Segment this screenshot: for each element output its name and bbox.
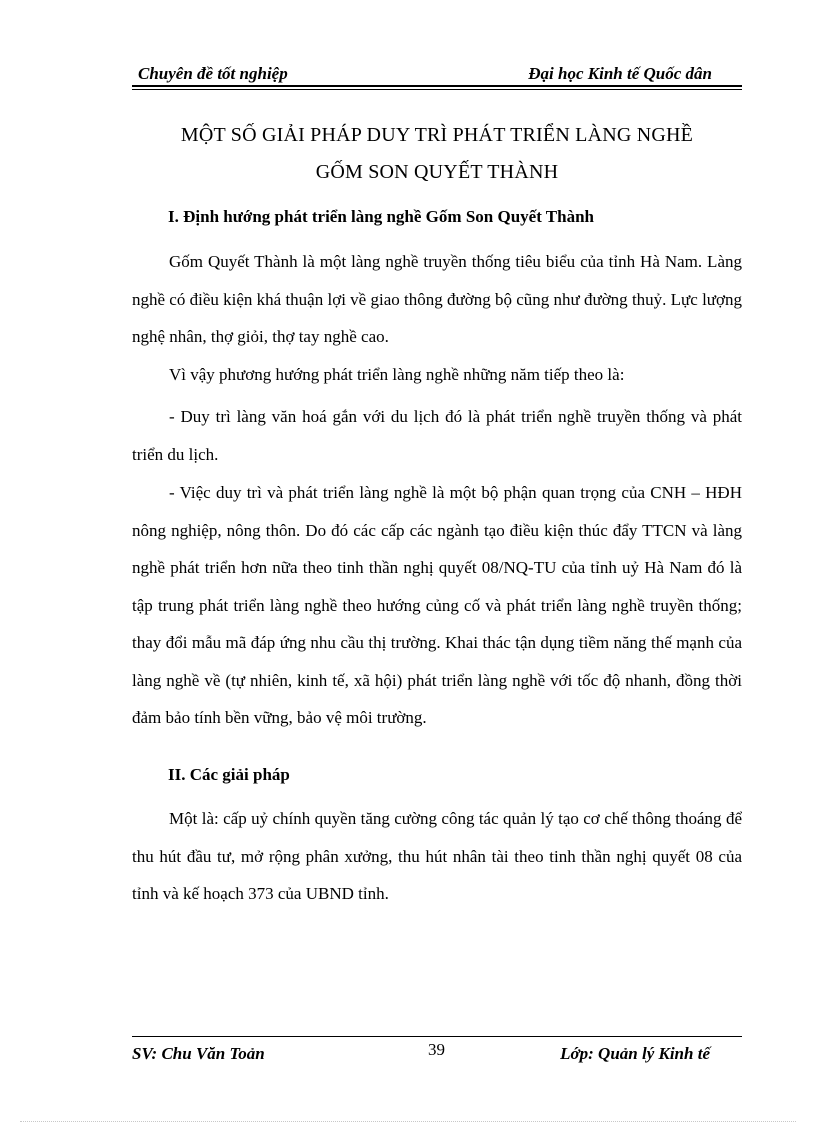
page-number: 39 bbox=[428, 1040, 445, 1059]
section-1-paragraph-3: - Duy trì làng văn hoá gắn với du lịch đó là phát triển nghề truyền thống và phát triển du lịch. bbox=[132, 407, 742, 464]
footer-student-name: SV: Chu Văn Toản bbox=[132, 1044, 265, 1063]
page-footer bbox=[132, 1040, 742, 1064]
footer-class-name: Lớp: Quản lý Kinh tế bbox=[560, 1044, 710, 1063]
section-1-paragraph-4: - Việc duy trì và phát triển làng nghề là một bộ phận quan trọng của CNH – HĐH nông nghiệp, nông thôn. Do đó các cấp các ngành tạo điều kiện thúc đẩy TTCN và làng nghề phát triển hơn nữa theo tinh thần nghị quyết 08/NQ-TU của tỉnh uỷ Hà Nam đó là tập trung phát triển làng nghề theo hướng củng cố và phát triển làng nghề truyền thống; thay đổi mẫu mã đáp ứng nhu cầu thị trường. Khai thác tận dụng tiềm năng thế mạnh của làng nghề về (tự nhiên, kinh tế, xã hội) phát triển làng nghề với tốc độ nhanh, đồng thời đảm bảo tính bền vững, bảo vệ môi trường. bbox=[132, 483, 742, 727]
header-rule bbox=[132, 85, 742, 90]
document-title-line-1: MỘT SỐ GIẢI PHÁP DUY TRÌ PHÁT TRIỂN LÀNG NGHỀ bbox=[180, 124, 694, 146]
document-title-line-2: GỐM SON QUYẾT THÀNH bbox=[315, 161, 559, 183]
section-2-paragraph-1: Một là: cấp uỷ chính quyền tăng cường công tác quản lý tạo cơ chế thông thoáng để thu hút đầu tư, mở rộng phân xưởng, thu hút nhân tài theo tinh thần nghị quyết 08 của tỉnh và kế hoạch 373 của UBND tỉnh. bbox=[132, 809, 742, 903]
section-2-heading: II. Các giải pháp bbox=[168, 765, 290, 784]
section-1-heading: I. Định hướng phát triển làng nghề Gốm Son Quyết Thành bbox=[168, 207, 595, 226]
page-header bbox=[132, 62, 742, 86]
section-1-paragraph-1: Gốm Quyết Thành là một làng nghề truyền thống tiêu biểu của tỉnh Hà Nam. Làng nghề có điều kiện khá thuận lợi về giao thông đường bộ cũng như đường thuỷ. Lực lượng nghệ nhân, thợ giỏi, thợ tay nghề cao. bbox=[132, 252, 742, 346]
header-course-label: Chuyên đề tốt nghiệp bbox=[138, 64, 288, 83]
page-edge-divider bbox=[20, 1121, 796, 1122]
footer-rule bbox=[132, 1036, 742, 1037]
section-1-paragraph-2: Vì vậy phương hướng phát triển làng nghề những năm tiếp theo là: bbox=[169, 365, 625, 384]
header-university-label: Đại học Kinh tế Quốc dân bbox=[528, 64, 712, 83]
